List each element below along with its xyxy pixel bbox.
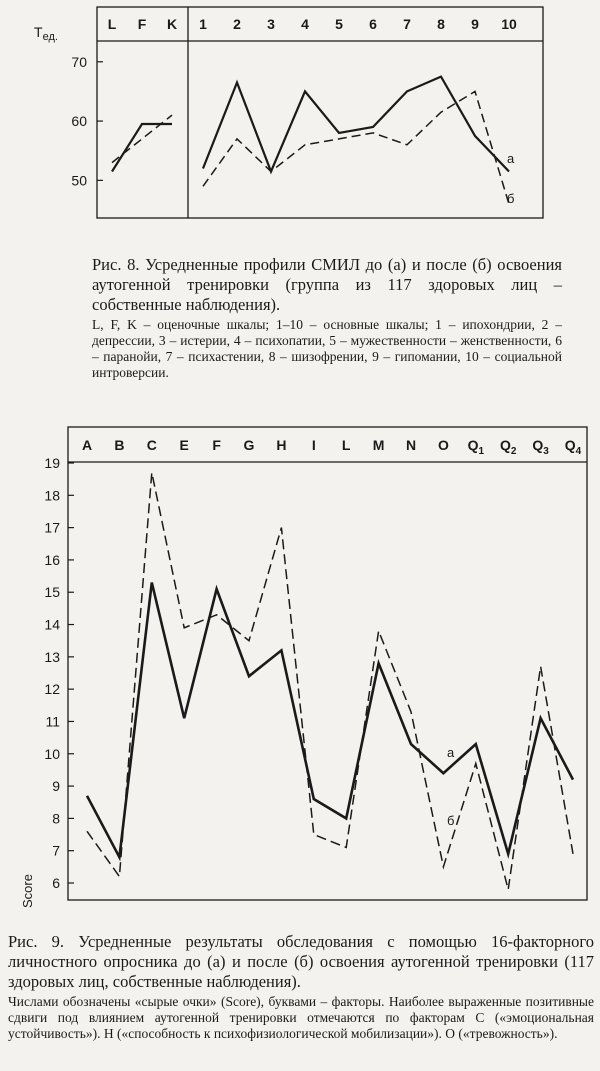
- fig8-ytick-label: 50: [71, 172, 87, 189]
- fig8-frame: [97, 7, 543, 218]
- fig8-category-label: 1: [199, 16, 207, 32]
- fig9-category-sub: 3: [543, 446, 549, 457]
- fig9-category-main: A: [81, 437, 93, 453]
- fig9-category-main: C: [146, 437, 157, 453]
- fig9-category-main: E: [179, 437, 189, 453]
- fig9-category-main: B: [114, 437, 125, 453]
- fig9-category-label: [500, 437, 517, 457]
- fig8-ytick-label: 60: [71, 113, 87, 130]
- fig9-ytick-label: 18: [44, 487, 60, 504]
- fig9-category-main: F: [212, 437, 221, 453]
- fig8-series-a-line: [112, 124, 172, 172]
- fig9-ylabel: Score: [20, 874, 35, 908]
- fig9-frame: [68, 427, 587, 900]
- fig9-category-label: [180, 437, 189, 453]
- fig8-category-label: 9: [471, 16, 479, 32]
- fig9-category-label: [212, 437, 221, 453]
- fig9-y-axis: [44, 455, 74, 891]
- fig8-category-label: 4: [301, 16, 309, 32]
- fig9-category-label: [468, 437, 485, 457]
- fig9-ytick-label: 7: [52, 842, 60, 859]
- fig9-ytick-label: 8: [52, 810, 60, 827]
- fig9-ytick-label: 14: [44, 616, 60, 633]
- fig8-series: [112, 77, 515, 206]
- fig8-category-label: F: [137, 16, 147, 32]
- fig8-caption-sub: L, F, K – оценочные шкалы; 1–10 – основные шкалы; 1 – ипохондрии, 2 – депрессии, 3 – истерии, 4 – психопатии, 5 – мужественности – женственности, 6 – паранойи, 7 – психастении, 8 – шизофрении, 9 – гипомании, 10 – социальной интроверсии.: [92, 317, 562, 380]
- fig9-category-main: H: [276, 437, 287, 453]
- fig8-chart: [0, 0, 600, 245]
- fig9-category-label: [114, 437, 124, 453]
- fig9-category-label: [276, 437, 286, 453]
- fig9-ytick-label: 9: [52, 778, 60, 795]
- fig9-category-label: [438, 437, 449, 453]
- fig9-ytick-label: 6: [52, 875, 60, 891]
- fig9-category-main: N: [405, 437, 417, 453]
- fig8-category-label: 8: [437, 16, 445, 32]
- fig9-caption-sub: Числами обозначены «сырые очки» (Score), буквами – факторы. Наиболее выраженные позитивные сдвиги под влиянием аутогенной тренировки отмечаются по факторам С («эмоциональная устойчивость»). Н («способность к психофизиологической мобилизации»). О («тревожность»).: [8, 994, 594, 1041]
- fig9-border: [68, 427, 587, 900]
- fig9-category-label: [82, 437, 92, 453]
- fig9-category-sub: 1: [478, 446, 485, 457]
- fig9-ytick-label: 12: [44, 681, 60, 698]
- fig8-ylabel: [34, 24, 58, 43]
- fig9-category-main: L: [341, 437, 351, 453]
- fig9-category-label: [532, 437, 549, 457]
- fig9-series-label-a: а: [447, 745, 455, 760]
- fig8-border: [97, 7, 543, 218]
- fig9-caption-main: Рис. 9. Усредненные результаты обследования с помощью 16-факторного личностного опросника до (а) и после (б) освоения аутогенной тренировки (117 здоровых лиц, собственные наблюдения).: [8, 932, 594, 991]
- fig9-ytick-label: 15: [44, 584, 60, 601]
- fig8-category-label: L: [107, 16, 117, 32]
- fig9-category-main: Q: [564, 437, 576, 453]
- fig8-series-a-line: [203, 77, 509, 172]
- fig8-x-categories: [108, 16, 517, 32]
- fig9-caption: [0, 932, 600, 1042]
- fig9-series-a-line: [87, 583, 573, 858]
- fig8-caption: [0, 255, 600, 381]
- fig9-chart: [0, 420, 600, 920]
- fig9-category-sub: 4: [575, 446, 582, 457]
- fig9-category-label: [244, 437, 255, 453]
- fig9-category-label: [373, 437, 385, 453]
- fig9-ytick-label: 10: [44, 745, 60, 762]
- fig9-ytick-label: 16: [44, 551, 60, 568]
- fig9-category-main: Q: [467, 437, 479, 453]
- fig9-category-label: [312, 437, 316, 453]
- fig8-ylabel-t: T: [34, 24, 43, 40]
- fig9-category-main: Q: [499, 437, 511, 453]
- fig9-category-label: [565, 437, 582, 457]
- fig9-ytick-label: 17: [44, 519, 60, 536]
- fig9-ytick-label: 13: [44, 648, 60, 665]
- fig9-category-label: [406, 437, 416, 453]
- fig8-category-label: 7: [403, 16, 411, 32]
- fig9-category-sub: 2: [510, 446, 517, 457]
- fig9-series-label-b: б: [447, 812, 455, 828]
- fig8-series-label-a: а: [507, 151, 515, 166]
- fig8-caption-main: Рис. 8. Усредненные профили СМИЛ до (а) и после (б) освоения аутогенной тренировки (группа из 117 здоровых лиц – собственные наблюдения).: [92, 255, 562, 314]
- fig9-category-label: [147, 437, 157, 453]
- fig8-category-label: 2: [233, 16, 241, 32]
- fig9-ytick-label: 11: [45, 713, 60, 730]
- fig9-series: [87, 473, 573, 890]
- fig8-series-label-b: б: [507, 191, 515, 206]
- fig8-ytick-label: 70: [71, 53, 87, 70]
- fig8-y-axis: [71, 54, 103, 189]
- fig8-category-label: 10: [501, 16, 517, 32]
- fig9-category-main: I: [311, 437, 316, 453]
- fig9-x-categories: [82, 437, 582, 457]
- fig8-category-label: K: [166, 16, 178, 32]
- fig8-category-label: 6: [369, 16, 377, 32]
- fig9-category-label: [342, 437, 351, 453]
- fig8-category-label: 5: [335, 16, 343, 32]
- fig8-category-label: 3: [267, 16, 275, 32]
- fig9-ytick-label: 19: [44, 455, 60, 471]
- fig8-ylabel-sub: ед.: [42, 31, 58, 43]
- fig9-category-main: Q: [532, 437, 544, 453]
- fig9-category-main: M: [372, 437, 385, 453]
- fig9-category-main: G: [243, 437, 255, 453]
- fig8-series-b-line: [203, 91, 509, 204]
- fig9-category-main: O: [437, 437, 449, 453]
